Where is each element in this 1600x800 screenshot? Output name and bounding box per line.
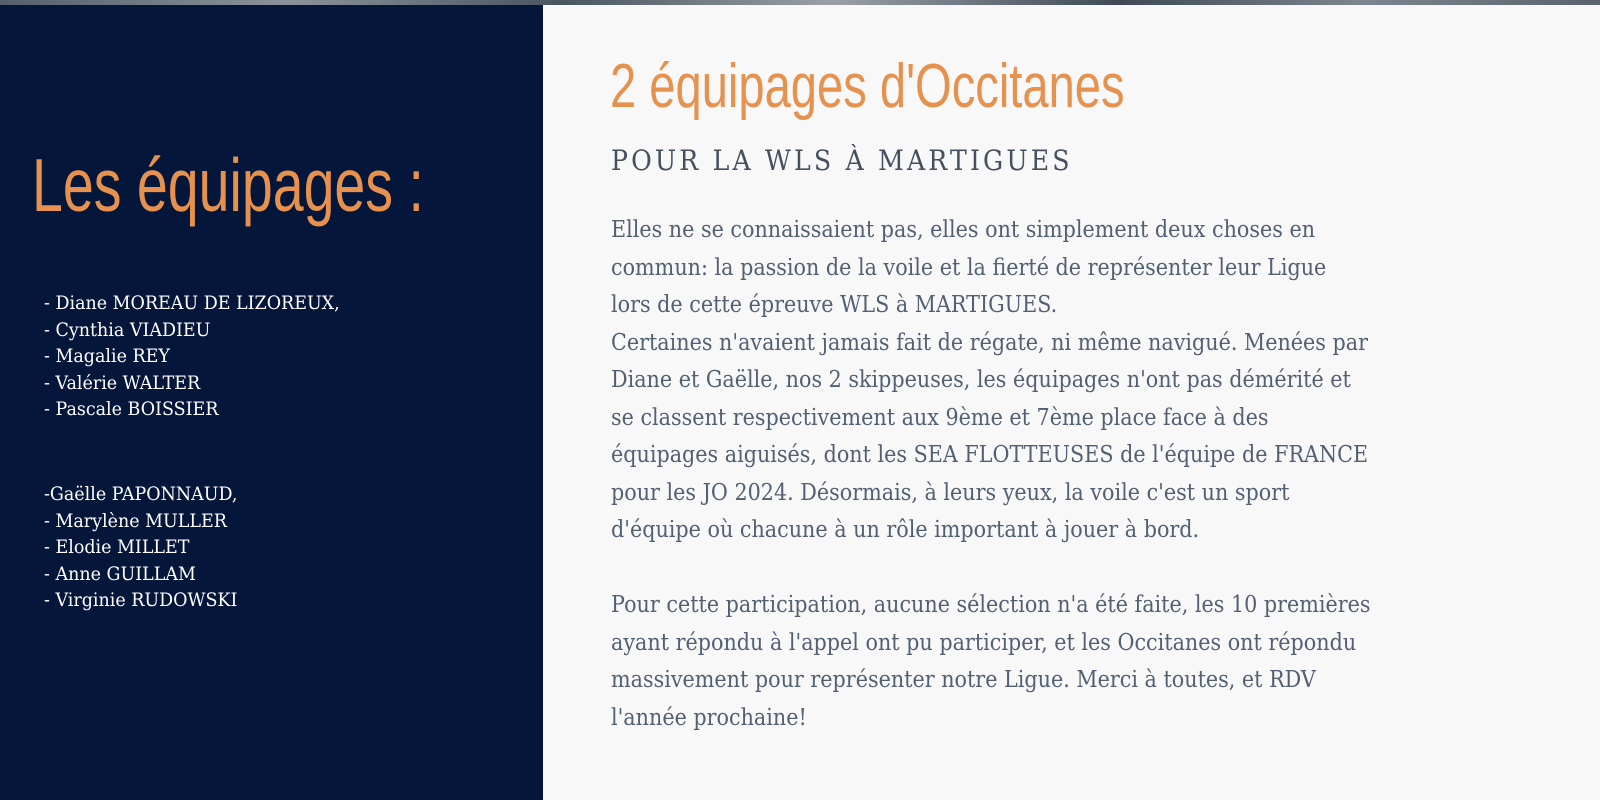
- body-line: Elles ne se connaissaient pas, elles ont simplement deux choses en: [611, 217, 1316, 243]
- article-panel: [543, 5, 1600, 800]
- body-line: Diane et Gaëlle, nos 2 skippeuses, les équipages n'ont pas démérité et: [611, 367, 1351, 393]
- crew-member: - Anne GUILLAM: [44, 562, 196, 585]
- crew-panel: [0, 5, 543, 800]
- body-line: Certaines n'avaient jamais fait de régate, ni même navigué. Menées par: [611, 329, 1368, 356]
- body-line: ayant répondu à l'appel ont pu participer, et les Occitanes ont répondu: [611, 629, 1357, 656]
- crew-member: -Gaëlle PAPONNAUD,: [44, 483, 238, 505]
- article-title: 2 équipages d'Occitanes: [610, 52, 1125, 121]
- body-line: se classent respectivement aux 9ème et 7ème place face à des: [611, 404, 1269, 431]
- body-line: l'année prochaine!: [611, 704, 807, 731]
- crew-member: - Magalie REY: [44, 345, 170, 367]
- body-line: d'équipe où chacune à un rôle important à jouer à bord.: [611, 517, 1200, 543]
- body-line: lors de cette épreuve WLS à MARTIGUES.: [611, 292, 1058, 318]
- crew-member: - Marylène MULLER: [44, 509, 227, 532]
- article-subtitle: POUR LA WLS À MARTIGUES: [611, 144, 1073, 177]
- crew-member: - Valérie WALTER: [44, 371, 201, 394]
- crew-member: - Pascale BOISSIER: [44, 398, 219, 420]
- crew-member: - Diane MOREAU DE LIZOREUX,: [44, 292, 340, 314]
- body-line: commun: la passion de la voile et la fierté de représenter leur Ligue: [611, 254, 1327, 281]
- crew-heading: Les équipages :: [32, 143, 424, 227]
- body-line: massivement pour représenter notre Ligue. Merci à toutes, et RDV: [611, 667, 1316, 693]
- crew-one-list: [44, 290, 365, 423]
- article-body: [611, 212, 1547, 737]
- body-line: équipages aiguisés, dont les SEA FLOTTEUSES de l'équipe de FRANCE: [611, 442, 1369, 468]
- crew-member: - Elodie MILLET: [44, 536, 190, 558]
- body-line: Pour cette participation, aucune sélection n'a été faite, les 10 premières: [611, 592, 1371, 618]
- crew-member: - Virginie RUDOWSKI: [44, 589, 238, 611]
- paragraph-gap: [611, 550, 1547, 588]
- crew-member: - Cynthia VIADIEU: [44, 318, 211, 341]
- crew-two-list: [44, 481, 254, 614]
- body-line: pour les JO 2024. Désormais, à leurs yeux, la voile c'est un sport: [611, 479, 1290, 506]
